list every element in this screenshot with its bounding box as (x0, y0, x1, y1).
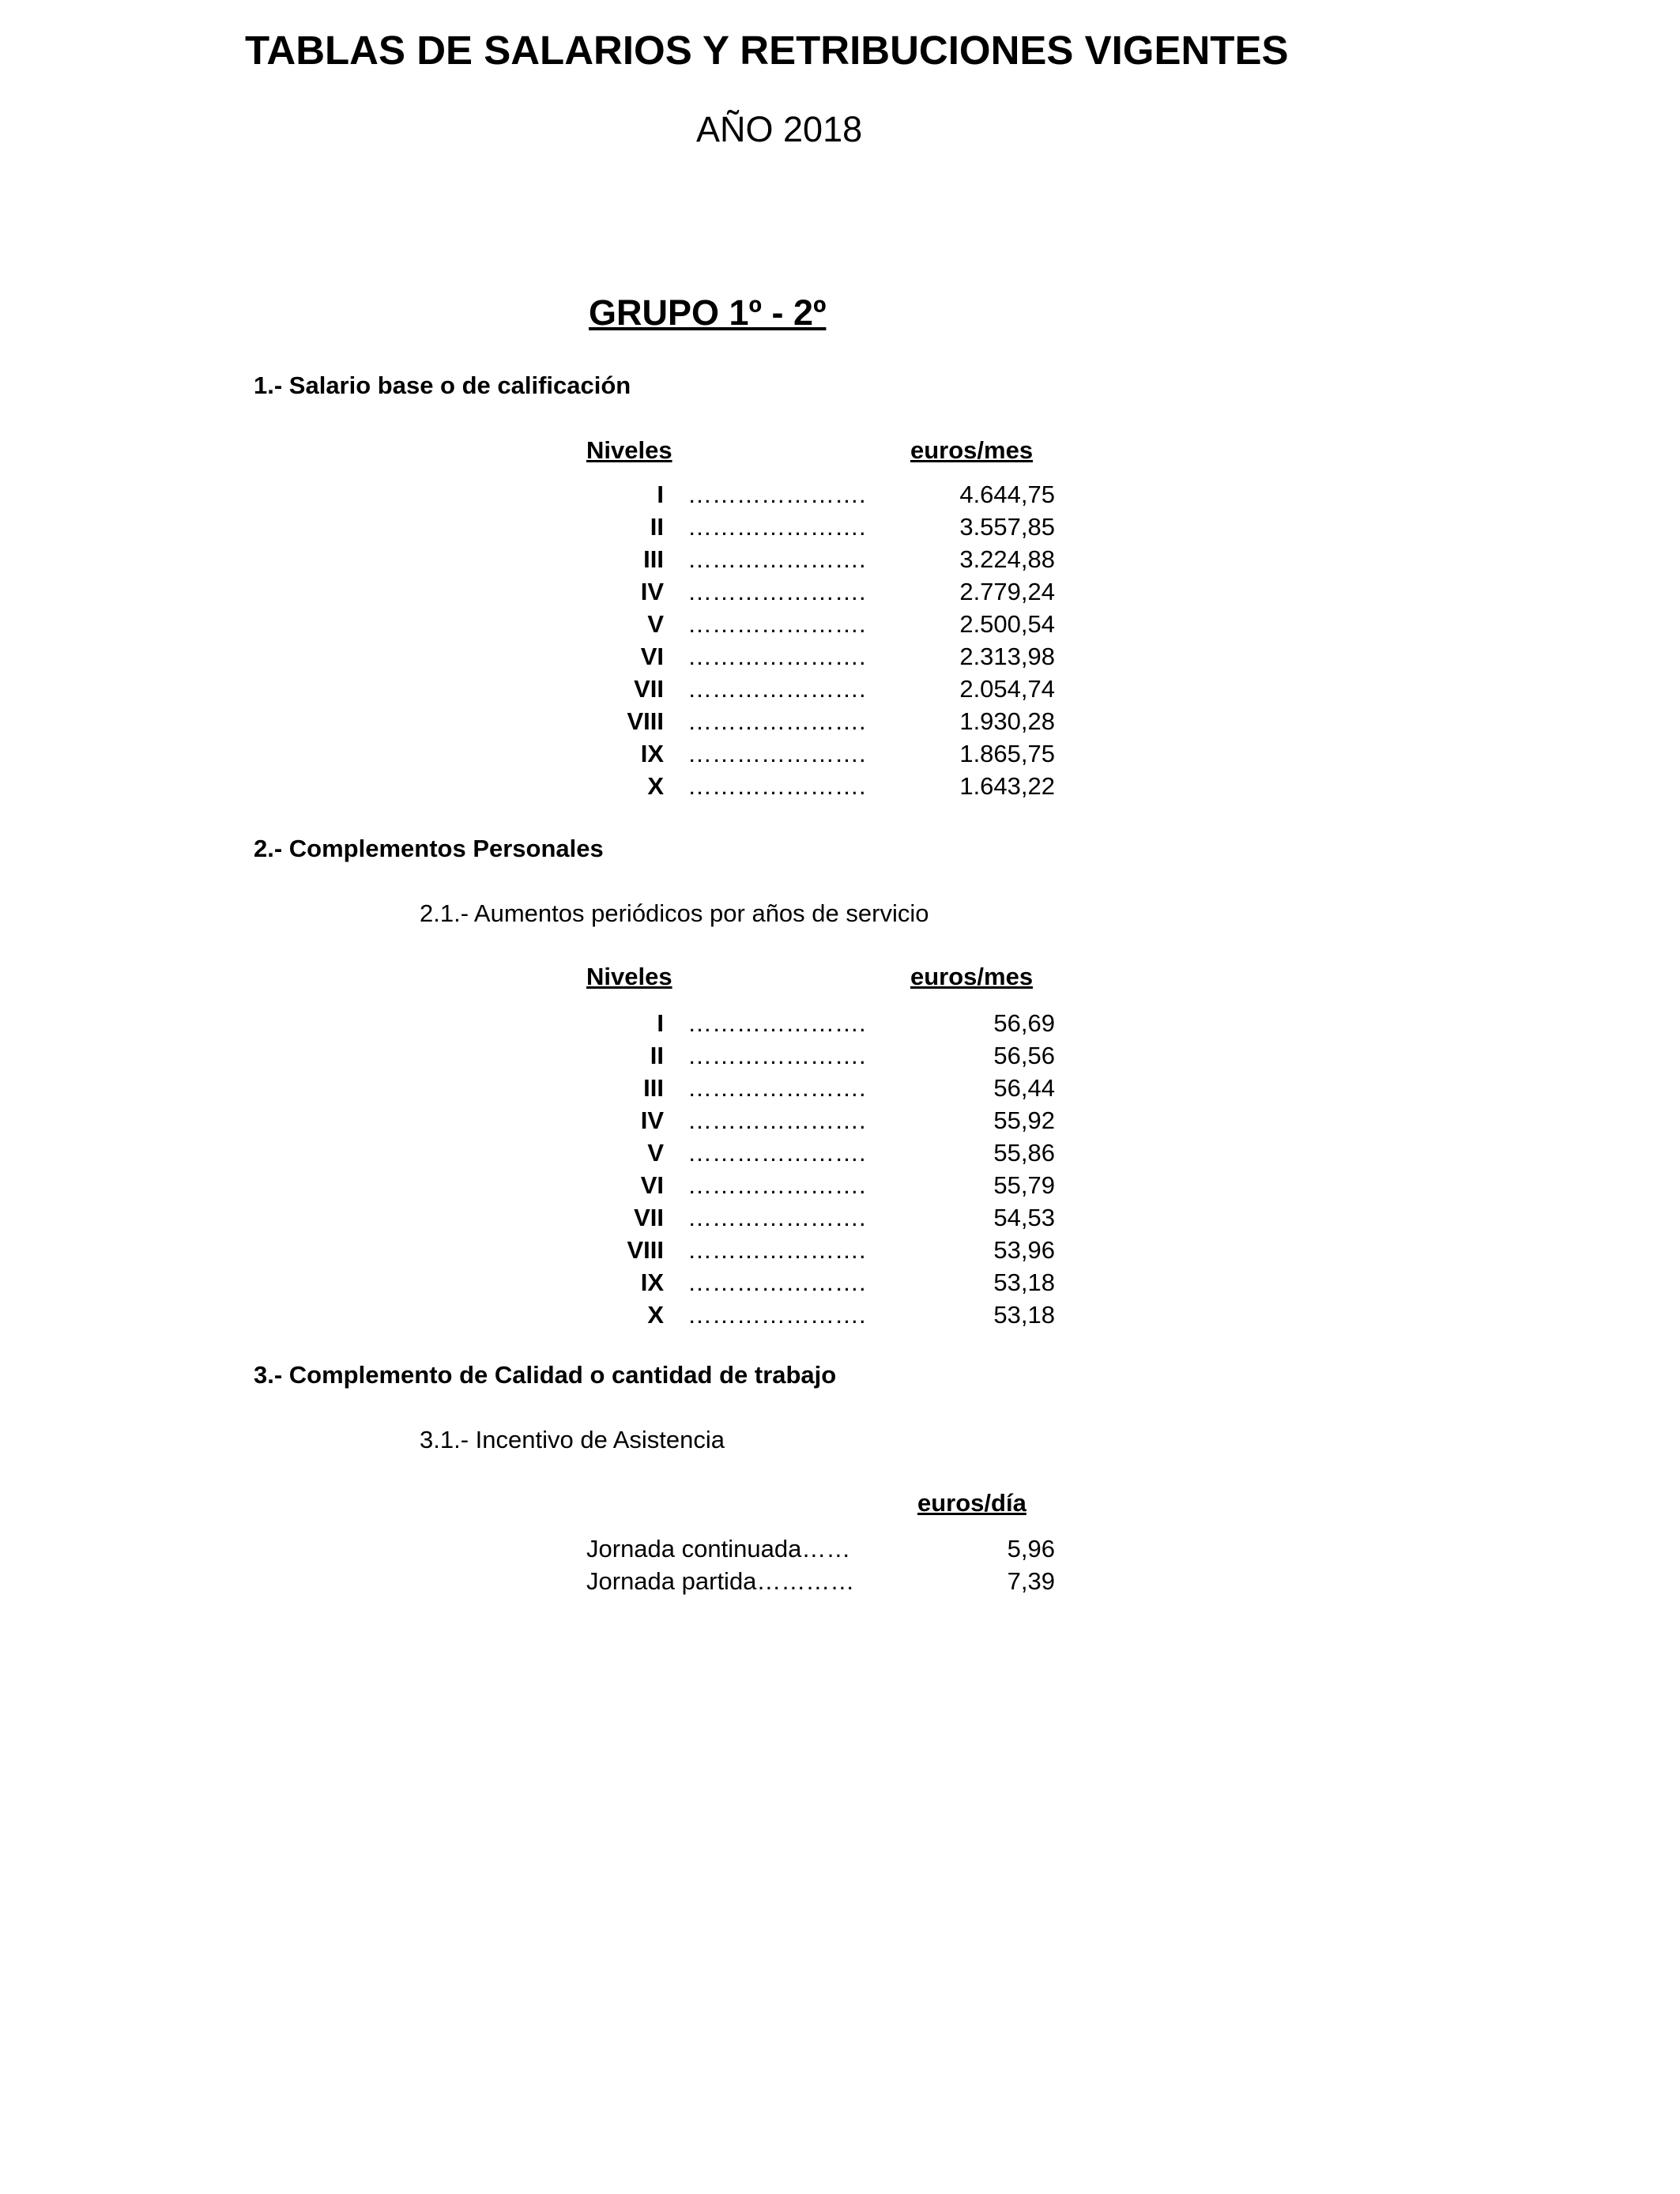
table-row (553, 707, 1067, 740)
level-label: V (647, 610, 664, 638)
amount-value: 5,96 (1007, 1535, 1055, 1563)
level-label: IX (640, 740, 664, 767)
amount-value: 56,44 (993, 1074, 1055, 1102)
level-label: VIII (627, 707, 664, 735)
section-3-1-heading: 3.1.- Incentivo de Asistencia (420, 1426, 725, 1453)
level-label: IV (640, 578, 664, 605)
level-label: X (647, 1301, 664, 1329)
amount-value: 56,69 (993, 1009, 1055, 1037)
amount-value: 3.224,88 (959, 545, 1055, 573)
dot-leader: …………………. (687, 1009, 866, 1037)
dot-leader: …………………. (687, 707, 866, 735)
section-1-unit-header: euros/mes (910, 436, 1034, 464)
amount-value: 1.930,28 (959, 707, 1055, 735)
dot-leader: …………………. (687, 578, 866, 605)
amount-value: 55,86 (993, 1139, 1055, 1167)
table-row (586, 1567, 1067, 1600)
dot-leader: …………………. (687, 513, 866, 541)
row-label: Jornada partida………… (586, 1567, 855, 1595)
level-label: III (643, 545, 664, 573)
section-1-heading: 1.- Salario base o de calificación (254, 371, 631, 399)
section-3-unit-header: euros/día (917, 1489, 1026, 1517)
section-2-heading: 2.- Complementos Personales (254, 835, 604, 862)
level-label: II (650, 1042, 664, 1069)
table-row (553, 1106, 1067, 1139)
table-row (553, 1171, 1067, 1204)
level-label: I (657, 481, 664, 508)
amount-value: 3.557,85 (959, 513, 1055, 541)
row-label: Jornada continuada…… (586, 1535, 851, 1563)
level-label: VII (634, 675, 664, 703)
table-row (553, 643, 1067, 675)
section-1-levels-header: Niveles (586, 436, 672, 464)
amount-value: 56,56 (993, 1042, 1055, 1069)
amount-value: 1.643,22 (959, 772, 1055, 800)
amount-value: 7,39 (1007, 1567, 1055, 1595)
amount-value: 53,96 (993, 1236, 1055, 1264)
table-row (553, 1204, 1067, 1236)
amount-value: 54,53 (993, 1204, 1055, 1231)
table-row (553, 1139, 1067, 1171)
section-2-unit-header: euros/mes (910, 963, 1034, 990)
table-row (553, 610, 1067, 643)
level-label: I (657, 1009, 664, 1037)
table-row (586, 1535, 1067, 1567)
dot-leader: …………………. (687, 1042, 866, 1069)
group-heading: GRUPO 1º - 2º (589, 292, 827, 333)
level-label: VII (634, 1204, 664, 1231)
table-row (553, 578, 1067, 610)
page-title: TABLAS DE SALARIOS Y RETRIBUCIONES VIGENTES (245, 28, 1289, 73)
table-row (553, 1074, 1067, 1106)
amount-value: 2.779,24 (959, 578, 1055, 605)
table-row (553, 772, 1067, 805)
dot-leader: …………………. (687, 772, 866, 800)
dot-leader: …………………. (687, 1269, 866, 1296)
amount-value: 55,92 (993, 1106, 1055, 1134)
table-row (553, 545, 1067, 578)
dot-leader: …………………. (687, 610, 866, 638)
table-row (553, 1236, 1067, 1269)
table-row (553, 1269, 1067, 1301)
dot-leader: …………………. (687, 1171, 866, 1199)
level-label: III (643, 1074, 664, 1102)
level-label: II (650, 513, 664, 541)
dot-leader: …………………. (687, 1139, 866, 1167)
dot-leader: …………………. (687, 675, 866, 703)
level-label: VIII (627, 1236, 664, 1264)
amount-value: 2.054,74 (959, 675, 1055, 703)
table-row (553, 481, 1067, 513)
table-row (553, 675, 1067, 707)
amount-value: 4.644,75 (959, 481, 1055, 508)
level-label: X (647, 772, 664, 800)
amount-value: 53,18 (993, 1301, 1055, 1329)
level-label: IX (640, 1269, 664, 1296)
level-label: V (647, 1139, 664, 1167)
dot-leader: …………………. (687, 740, 866, 767)
section-2-1-heading: 2.1.- Aumentos periódicos por años de servicio (420, 899, 929, 927)
table-row (553, 1009, 1067, 1042)
level-label: IV (640, 1106, 664, 1134)
table-row (553, 513, 1067, 545)
year-label: AÑO 2018 (696, 109, 863, 149)
dot-leader: …………………. (687, 1106, 866, 1134)
dot-leader: …………………. (687, 1301, 866, 1329)
level-label: VI (640, 1171, 664, 1199)
dot-leader: …………………. (687, 545, 866, 573)
dot-leader: …………………. (687, 643, 866, 670)
table-row (553, 1301, 1067, 1333)
dot-leader: …………………. (687, 1074, 866, 1102)
dot-leader: …………………. (687, 1236, 866, 1264)
section-3-heading: 3.- Complemento de Calidad o cantidad de trabajo (254, 1361, 837, 1389)
dot-leader: …………………. (687, 481, 866, 508)
section-2-levels-header: Niveles (586, 963, 672, 990)
amount-value: 1.865,75 (959, 740, 1055, 767)
dot-leader: …………………. (687, 1204, 866, 1231)
table-row (553, 740, 1067, 772)
table-row (553, 1042, 1067, 1074)
amount-value: 55,79 (993, 1171, 1055, 1199)
level-label: VI (640, 643, 664, 670)
amount-value: 2.313,98 (959, 643, 1055, 670)
amount-value: 2.500,54 (959, 610, 1055, 638)
amount-value: 53,18 (993, 1269, 1055, 1296)
